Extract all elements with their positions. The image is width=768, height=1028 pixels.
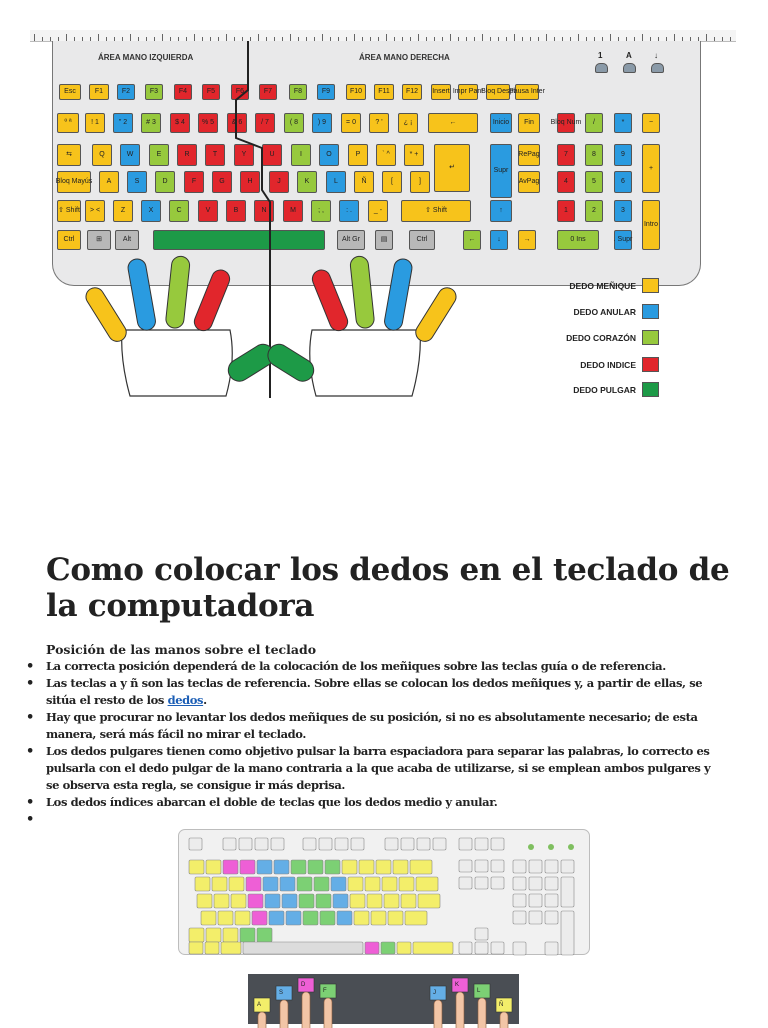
main-key (286, 911, 301, 925)
key-label: F3 (149, 88, 159, 95)
main-key (376, 860, 391, 874)
key-label: / (593, 119, 595, 126)
key-label: RePag (518, 151, 540, 158)
key-label: C (176, 207, 182, 214)
key-label: Bloq Despl (481, 88, 515, 95)
key-label: F (191, 178, 197, 185)
key-label: / 7 (261, 119, 269, 126)
legend-label: DEDO ANULAR (573, 307, 636, 317)
function-key (417, 838, 430, 850)
list-item: • Los dedos pulgares tienen como objetivo pulsar la barra espaciadora para separar las palabras, lo correcto es pulsarla con el dedo pulgar de la mano contraria a la que acaba de utilizarse, si se emplean ambos pulgares y se observa esta regla, se consigue ir más deprisa. (26, 743, 726, 794)
key-label: AvPag (518, 178, 540, 185)
numpad-key (545, 942, 558, 955)
key-label: _ - (373, 207, 383, 214)
main-key (280, 877, 295, 891)
key-label: 3 (621, 207, 625, 214)
key-label: K (304, 178, 310, 185)
finger (280, 1000, 288, 1028)
key-label: N (261, 207, 267, 214)
numpad-key (529, 894, 542, 907)
main-key (291, 860, 306, 874)
function-key (351, 838, 364, 850)
key-label: ⇆ (66, 151, 72, 158)
key-label: F12 (405, 88, 419, 95)
numpad-key (513, 860, 526, 873)
home-key-label: L (477, 988, 481, 994)
key-label: " 2 (118, 119, 128, 126)
numpad-key (561, 877, 574, 907)
main-key (393, 860, 408, 874)
key-label: ↵ (449, 164, 455, 171)
key-label: → (523, 236, 531, 243)
main-key (214, 894, 229, 908)
key-label: = 0 (346, 119, 356, 126)
colored-keyboard-image (178, 829, 590, 955)
numpad-key (561, 860, 574, 873)
key-label: Q (99, 151, 105, 158)
hands-on-keys-image (248, 974, 519, 1024)
main-key (221, 942, 241, 954)
main-key (316, 894, 331, 908)
main-key (195, 877, 210, 891)
finger (434, 1000, 442, 1028)
main-key (365, 942, 379, 954)
key-label: I (300, 151, 302, 158)
main-key (333, 894, 348, 908)
legend-swatch (642, 382, 659, 397)
numpad-key (513, 877, 526, 890)
section-subtitle: Posición de las manos sobre el teclado (46, 642, 317, 657)
list-item (26, 675, 726, 709)
key-label: º ª (64, 119, 72, 126)
function-key (335, 838, 348, 850)
list-item: • Los dedos índices abarcan el doble de teclas que los dedos medio y anular. (26, 794, 726, 811)
key-label: Inicio (492, 119, 510, 126)
colored-keyboard (179, 830, 591, 956)
key-label: F4 (178, 88, 188, 95)
legend-label: DEDO CORAZÓN (566, 333, 636, 343)
main-key (265, 894, 280, 908)
key-label: ! 1 (91, 119, 99, 126)
main-key (325, 860, 340, 874)
keyboard-finger-diagram (30, 30, 736, 398)
main-key (371, 911, 386, 925)
key-label: ) 9 (317, 119, 327, 126)
key-label: M (290, 207, 296, 214)
indicator-label: 1 (598, 51, 603, 60)
main-key (320, 911, 335, 925)
left-palm (122, 330, 233, 396)
key-label: 9 (621, 151, 625, 158)
function-key (385, 838, 398, 850)
key-label: F9 (321, 88, 331, 95)
dedos-link[interactable]: dedos (167, 693, 204, 707)
main-key (314, 877, 329, 891)
key-label: ; , (318, 207, 324, 214)
main-key (350, 894, 365, 908)
numpad-key (529, 860, 542, 873)
main-key (206, 860, 221, 874)
main-key (416, 877, 438, 891)
key-label: ⇧ Shift (425, 207, 447, 214)
key-label: Pausa Inter (509, 88, 545, 95)
key-label: O (326, 151, 332, 158)
main-key (354, 911, 369, 925)
main-key (252, 911, 267, 925)
list-item: • Hay que procurar no levantar los dedos meñiques de su posición, si no es absolutamente necesario; de esta manera, será más fácil no mirar el teclado. (26, 709, 726, 743)
left-hand-area-label: ÁREA MANO IZQUIERDA (98, 53, 194, 62)
main-key (418, 894, 440, 908)
main-key (269, 911, 284, 925)
right-hand-area-label: ÁREA MANO DERECHA (359, 53, 450, 62)
numpad-key (561, 911, 574, 955)
key-label: Impr Pant (452, 88, 484, 95)
key-label: $ 4 (175, 119, 185, 126)
key-label: E (156, 151, 162, 158)
key-label: * (621, 119, 625, 126)
key-label: J (277, 178, 281, 185)
main-key (405, 911, 427, 925)
key-label: P (355, 151, 361, 158)
numpad-key (513, 894, 526, 907)
key-label: G (219, 178, 225, 185)
key-label: U (269, 151, 275, 158)
main-key (240, 928, 255, 942)
key-label: F2 (121, 88, 131, 95)
main-key (218, 911, 233, 925)
key-label: 7 (564, 151, 568, 158)
key-label: Fin (524, 119, 534, 126)
nav-key (491, 942, 504, 954)
indicator-label: A (626, 51, 632, 60)
nav-key (475, 860, 488, 872)
indicator-light (548, 844, 554, 850)
main-key (257, 928, 272, 942)
key-label: ` ^ (382, 151, 390, 158)
nav-key (459, 860, 472, 872)
key-label: > < (89, 207, 101, 214)
main-key (397, 942, 411, 954)
key-label: Z (120, 207, 126, 214)
main-key (401, 894, 416, 908)
numpad-key (545, 894, 558, 907)
main-key (235, 911, 250, 925)
main-key (274, 860, 289, 874)
main-key (382, 877, 397, 891)
key-label: T (212, 151, 218, 158)
main-key (246, 877, 261, 891)
key-label: ? ' (375, 119, 383, 126)
indicator-light (528, 844, 534, 850)
main-key (359, 860, 374, 874)
key-label: ⊞ (96, 236, 102, 243)
numpad-key (529, 877, 542, 890)
key-label: F7 (263, 88, 273, 95)
key-label: − (648, 119, 654, 126)
key-label: Esc (64, 88, 76, 95)
key-label: R (184, 151, 190, 158)
tips-list (26, 658, 726, 811)
key-label: W (126, 151, 134, 158)
function-key (401, 838, 414, 850)
key-label: % 5 (201, 119, 215, 126)
main-key (257, 860, 272, 874)
key-label: ¿ ¡ (403, 119, 413, 126)
main-key (205, 942, 219, 954)
key-label: ↑ (499, 207, 503, 214)
list-item-text: . (203, 693, 207, 707)
key-label: Y (241, 151, 247, 158)
key-label: ↓ (497, 236, 501, 243)
key-label: F6 (235, 88, 245, 95)
key-label: + (648, 164, 654, 172)
key-label: Alt Gr (342, 236, 360, 243)
home-key-label: A (257, 1002, 262, 1008)
finger (302, 992, 310, 1028)
main-key (282, 894, 297, 908)
main-key (342, 860, 357, 874)
legend-label: DEDO PULGAR (573, 385, 636, 395)
key-label: X (148, 207, 154, 214)
main-key (189, 928, 204, 942)
main-key (201, 911, 216, 925)
main-key (263, 877, 278, 891)
key-label: [ (391, 178, 393, 185)
key-label: ▤ (380, 236, 388, 243)
legend-label: DEDO INDICE (580, 360, 636, 370)
list-item-text: Las teclas a y ñ son las teclas de referencia. Sobre ellas se colocan los dedos meñiques y, a partir de ellas, se sitúa el resto de los (46, 676, 703, 707)
finger (500, 1012, 508, 1028)
main-key (248, 894, 263, 908)
function-key (433, 838, 446, 850)
key-label: 5 (592, 178, 596, 185)
page-title: Como colocar los dedos en el teclado de la computadora (46, 552, 730, 624)
indicator-label: ↓ (654, 51, 658, 60)
list-item: • La correcta posición dependerá de la colocación de los meñiques sobre las teclas guía o de referencia. (26, 658, 726, 675)
key-label: Bloq Num (550, 119, 582, 126)
main-key (197, 894, 212, 908)
right-pinky-finger (412, 284, 459, 344)
legend-swatch (642, 278, 659, 293)
key-label: B (233, 207, 239, 214)
right-palm (310, 330, 421, 396)
function-key (475, 838, 488, 850)
key-label: Intro (643, 221, 658, 228)
key-label: 4 (564, 178, 568, 185)
main-key (229, 877, 244, 891)
home-key-label: S (279, 990, 284, 996)
hands-on-home-row (248, 974, 519, 1024)
numpad-key (545, 877, 558, 890)
legend-swatch (642, 330, 659, 345)
finger (456, 992, 464, 1028)
main-key (303, 911, 318, 925)
main-key (240, 860, 255, 874)
nav-key (459, 877, 472, 889)
main-key (231, 894, 246, 908)
main-key (388, 911, 403, 925)
main-key (337, 911, 352, 925)
function-key (303, 838, 316, 850)
function-key (271, 838, 284, 850)
main-key (206, 928, 221, 942)
numpad-key (545, 911, 558, 924)
main-key (223, 860, 238, 874)
key-label: 8 (592, 151, 596, 158)
nav-key (475, 942, 488, 954)
numpad-key (513, 911, 526, 924)
function-key (223, 838, 236, 850)
function-key (491, 838, 504, 850)
main-key (384, 894, 399, 908)
nav-key (459, 942, 472, 954)
key-label: ( 8 (289, 119, 299, 126)
right-middle-finger (350, 255, 375, 328)
main-key (348, 877, 363, 891)
legend-swatch (642, 357, 659, 372)
main-key (189, 860, 204, 874)
key-label: V (205, 207, 211, 214)
key-label: F1 (94, 88, 104, 95)
home-key-label: J (433, 990, 436, 996)
key-label: * + (409, 151, 419, 158)
key-label: # 3 (146, 119, 156, 126)
key-label: 1 (564, 207, 568, 214)
left-pinky-finger (83, 284, 130, 344)
main-key (189, 942, 203, 954)
left-ring-finger (127, 258, 157, 332)
home-key-label: K (455, 982, 460, 988)
key-label: Ñ (361, 178, 367, 185)
function-key (319, 838, 332, 850)
numpad-key (529, 911, 542, 924)
home-key-label: F (323, 988, 327, 994)
indicator-light (568, 844, 574, 850)
key-label: Supr (493, 167, 509, 174)
key-label: 6 (621, 178, 625, 185)
key-label: . Supr (613, 236, 633, 243)
main-key (399, 877, 414, 891)
left-index-finger (192, 267, 233, 333)
key-label: H (247, 178, 253, 185)
main-key (381, 942, 395, 954)
key-label: F11 (378, 88, 390, 95)
numpad-key (545, 860, 558, 873)
key-label: S (134, 178, 140, 185)
right-ring-finger (383, 258, 413, 332)
key-label: 0 Ins (570, 236, 586, 243)
space-bar (243, 942, 363, 954)
home-key-label: D (301, 982, 306, 988)
function-key (459, 838, 472, 850)
key-label: Insert (432, 88, 450, 95)
main-key (410, 860, 432, 874)
main-key (331, 877, 346, 891)
key-label: Ctrl (416, 236, 428, 243)
right-index-finger (310, 267, 351, 333)
finger (258, 1012, 266, 1028)
key-label: 2 (592, 207, 596, 214)
key-label: ⇧ Shift (58, 207, 80, 214)
main-key (223, 928, 238, 942)
key-label: F5 (206, 88, 216, 95)
key-label: Bloq Mayús (55, 178, 93, 185)
key-label: F10 (349, 88, 363, 95)
main-key (413, 942, 453, 954)
nav-key (475, 877, 488, 889)
left-middle-finger (165, 255, 190, 328)
nav-key (475, 928, 488, 940)
key-label: A (106, 178, 112, 185)
key-label: Alt (122, 236, 132, 243)
numpad-key (513, 942, 526, 955)
key-label: ← (468, 236, 476, 243)
key-label: L (334, 178, 338, 185)
main-key (212, 877, 227, 891)
finger (478, 998, 486, 1028)
function-key (255, 838, 268, 850)
nav-key (491, 877, 504, 889)
main-key (367, 894, 382, 908)
legend-swatch (642, 304, 659, 319)
legend-label: DEDO MEÑIQUE (569, 281, 636, 291)
main-key (297, 877, 312, 891)
key-label: ← (449, 119, 457, 126)
main-key (308, 860, 323, 874)
key-label: F8 (293, 88, 303, 95)
key-label: & 6 (231, 119, 243, 126)
function-key (189, 838, 202, 850)
key-label: D (162, 178, 168, 185)
main-key (299, 894, 314, 908)
function-key (239, 838, 252, 850)
finger (324, 998, 332, 1028)
key-label: Ctrl (63, 236, 75, 243)
key-label: : . (346, 207, 352, 214)
nav-key (491, 860, 504, 872)
home-key-label: Ñ (499, 1002, 504, 1008)
key-label: ] (419, 178, 421, 185)
main-key (365, 877, 380, 891)
